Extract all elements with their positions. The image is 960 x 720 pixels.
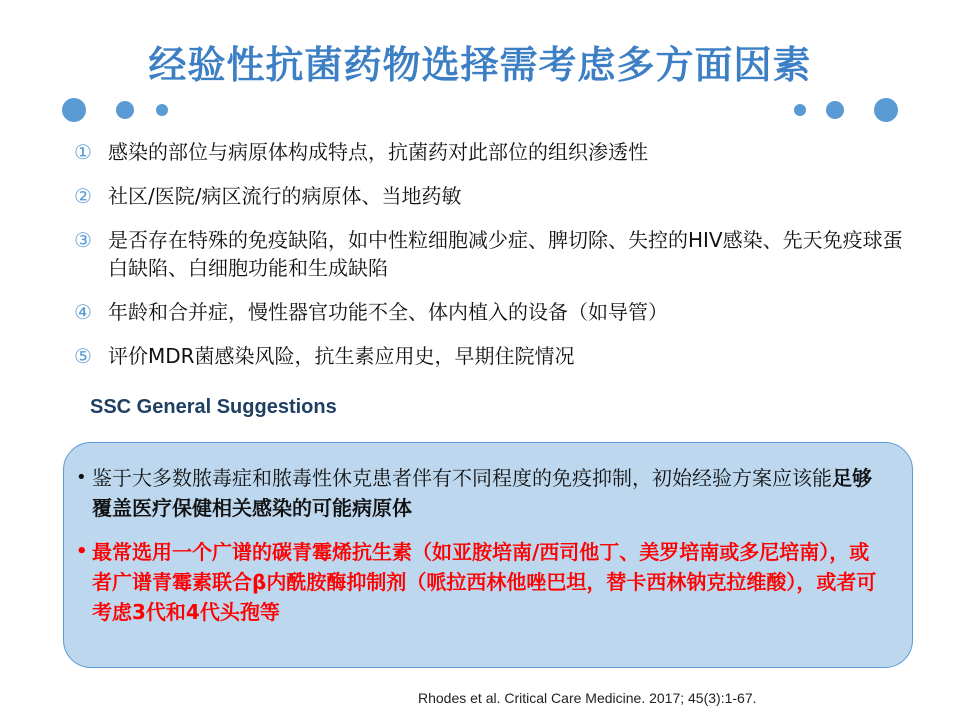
item-number: ③ xyxy=(74,228,92,252)
decor-dot-right-medium xyxy=(826,101,844,119)
decor-dot-left-medium xyxy=(116,101,134,119)
item-number: ④ xyxy=(74,300,92,324)
suggestion-text xyxy=(92,463,886,523)
suggestion-text: 最常选用一个广谱的碳青霉烯抗生素（如亚胺培南/西司他丁、美罗培南或多尼培南），或者广谱青霉素联合β内酰胺酶抑制剂（哌拉西林他唑巴坦，替卡西林钠克拉维酸），或者可考虑3代和4代头孢等 xyxy=(92,540,877,624)
suggestion-emphasis-text: 足够覆盖医疗保健相关感染的可能病原体 xyxy=(92,466,872,520)
item-text: 年龄和合并症，慢性器官功能不全、体内植入的设备（如导管） xyxy=(108,300,668,324)
decor-dot-left-small xyxy=(156,104,168,116)
bullet-mark: • xyxy=(76,541,88,562)
ssc-heading: SSC General Suggestions xyxy=(90,396,337,418)
slide-title: 经验性抗菌药物选择需考虑多方面因素 xyxy=(148,43,812,87)
list-item xyxy=(74,138,934,166)
suggestion-box xyxy=(63,442,913,668)
list-item xyxy=(74,226,934,282)
item-number: ⑤ xyxy=(74,344,92,368)
item-number: ② xyxy=(74,184,92,208)
suggestion-plain-text: 鉴于大多数脓毒症和脓毒性休克患者伴有不同程度的免疫抑制，初始经验方案应该能 xyxy=(92,466,832,490)
item-text: 感染的部位与病原体构成特点，抗菌药对此部位的组织渗透性 xyxy=(108,140,648,164)
list-item xyxy=(74,182,934,210)
factor-list xyxy=(74,138,934,370)
item-text: 评价MDR菌感染风险，抗生素应用史，早期住院情况 xyxy=(108,344,575,368)
list-item xyxy=(74,342,934,370)
decor-dot-right-large xyxy=(874,98,898,122)
item-text: 是否存在特殊的免疫缺陷，如中性粒细胞减少症、脾切除、失控的HIV感染、先天免疫球蛋白缺陷、白细胞功能和生成缺陷 xyxy=(108,228,903,280)
suggestion-item-highlight xyxy=(76,537,886,627)
list-item xyxy=(74,298,934,326)
suggestion-item xyxy=(76,463,886,523)
item-number: ① xyxy=(74,140,92,164)
decor-dot-left-large xyxy=(62,98,86,122)
citation: Rhodes et al. Critical Care Medicine. 2017; 45(3):1-67. xyxy=(418,690,757,706)
decor-dot-right-small xyxy=(794,104,806,116)
bullet-mark: • xyxy=(76,467,87,488)
item-text: 社区/医院/病区流行的病原体、当地药敏 xyxy=(108,184,462,208)
